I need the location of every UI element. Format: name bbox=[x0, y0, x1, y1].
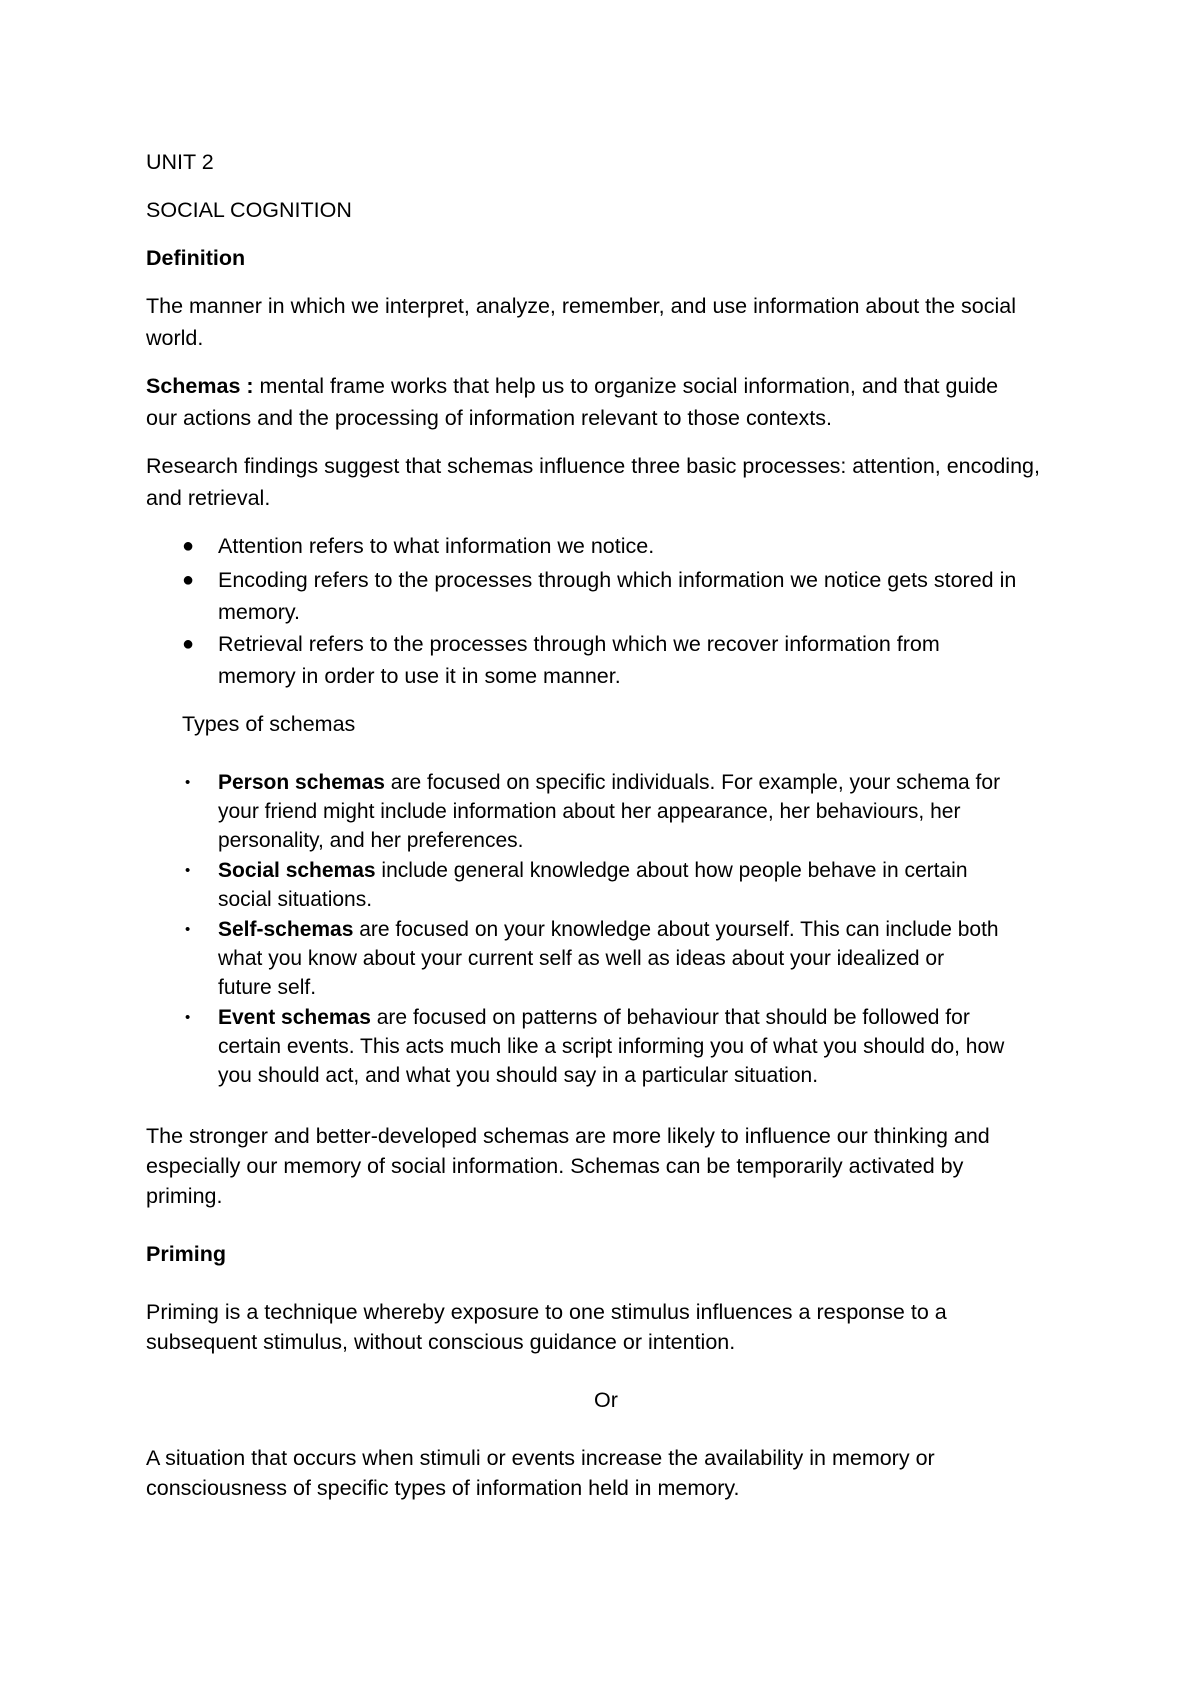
schema-description: social situations. bbox=[218, 888, 373, 911]
schema-term: Person schemas bbox=[218, 771, 385, 794]
schemas-text: mental frame works that help us to organize social information, and that guide bbox=[253, 374, 999, 398]
stronger-paragraph-line-3: priming. bbox=[146, 1184, 223, 1208]
unit-heading: UNIT 2 bbox=[146, 150, 214, 174]
bullet-icon: • bbox=[185, 1009, 191, 1026]
stronger-paragraph-line-2: especially our memory of social information. Schemas can be temporarily activated by bbox=[146, 1154, 964, 1178]
bullet-icon: • bbox=[185, 774, 191, 791]
research-paragraph-line-1: Research findings suggest that schemas influence three basic processes: attention, encoding, bbox=[146, 454, 1040, 478]
list-item-text: Retrieval refers to the processes through which we recover information from bbox=[218, 632, 940, 656]
schema-description: are focused on patterns of behaviour that should be followed for bbox=[370, 1006, 970, 1029]
schema-term: Social schemas bbox=[218, 859, 376, 882]
schema-description: future self. bbox=[218, 976, 317, 999]
priming-heading: Priming bbox=[146, 1242, 227, 1266]
schema-description: are focused on your knowledge about yourself. This can include both bbox=[353, 918, 999, 941]
definition-text-line-1: The manner in which we interpret, analyze, remember, and use information about the social bbox=[146, 294, 1017, 318]
definition-text-line-2: world. bbox=[146, 326, 204, 350]
bullet-icon: ● bbox=[182, 535, 195, 557]
schema-description: your friend might include information about her appearance, her behaviours, her bbox=[218, 800, 961, 823]
schema-description: include general knowledge about how people behave in certain bbox=[375, 859, 968, 882]
schema-description: what you know about your current self as well as ideas about your idealized or bbox=[218, 947, 945, 970]
schema-term: Event schemas bbox=[218, 1006, 371, 1029]
schema-description: you should act, and what you should say in a particular situation. bbox=[218, 1064, 819, 1087]
priming-paragraph-line-1: Priming is a technique whereby exposure to one stimulus influences a response to a bbox=[146, 1300, 947, 1324]
schemas-paragraph-line-1 bbox=[146, 370, 998, 402]
schemas-label: Schemas : bbox=[146, 374, 254, 398]
or-separator: Or bbox=[594, 1388, 618, 1412]
bullet-icon: • bbox=[185, 921, 191, 938]
types-heading: Types of schemas bbox=[182, 712, 356, 736]
stronger-paragraph-line-1: The stronger and better-developed schemas are more likely to influence our thinking and bbox=[146, 1124, 990, 1148]
list-item-text: Encoding refers to the processes through which information we notice gets stored in bbox=[218, 568, 1017, 592]
schema-description: certain events. This acts much like a script informing you of what you should do, how bbox=[218, 1035, 1005, 1058]
page-title: SOCIAL COGNITION bbox=[146, 198, 352, 222]
situation-paragraph-line-1: A situation that occurs when stimuli or events increase the availability in memory or bbox=[146, 1446, 935, 1470]
schema-term: Self-schemas bbox=[218, 918, 354, 941]
bullet-icon: ● bbox=[182, 633, 195, 655]
schema-description: are focused on specific individuals. For example, your schema for bbox=[384, 771, 1001, 794]
priming-paragraph-line-2: subsequent stimulus, without conscious guidance or intention. bbox=[146, 1330, 736, 1354]
situation-paragraph-line-2: consciousness of specific types of information held in memory. bbox=[146, 1476, 740, 1500]
definition-heading: Definition bbox=[146, 246, 246, 270]
list-item-text: Attention refers to what information we notice. bbox=[218, 534, 655, 558]
list-item-text: memory in order to use it in some manner. bbox=[218, 664, 621, 688]
schema-description: personality, and her preferences. bbox=[218, 829, 524, 852]
bullet-icon: ● bbox=[182, 569, 195, 591]
schemas-paragraph-line-2: our actions and the processing of information relevant to those contexts. bbox=[146, 406, 833, 430]
list-item-text: memory. bbox=[218, 600, 301, 624]
research-paragraph-line-2: and retrieval. bbox=[146, 486, 271, 510]
bullet-icon: • bbox=[185, 862, 191, 879]
